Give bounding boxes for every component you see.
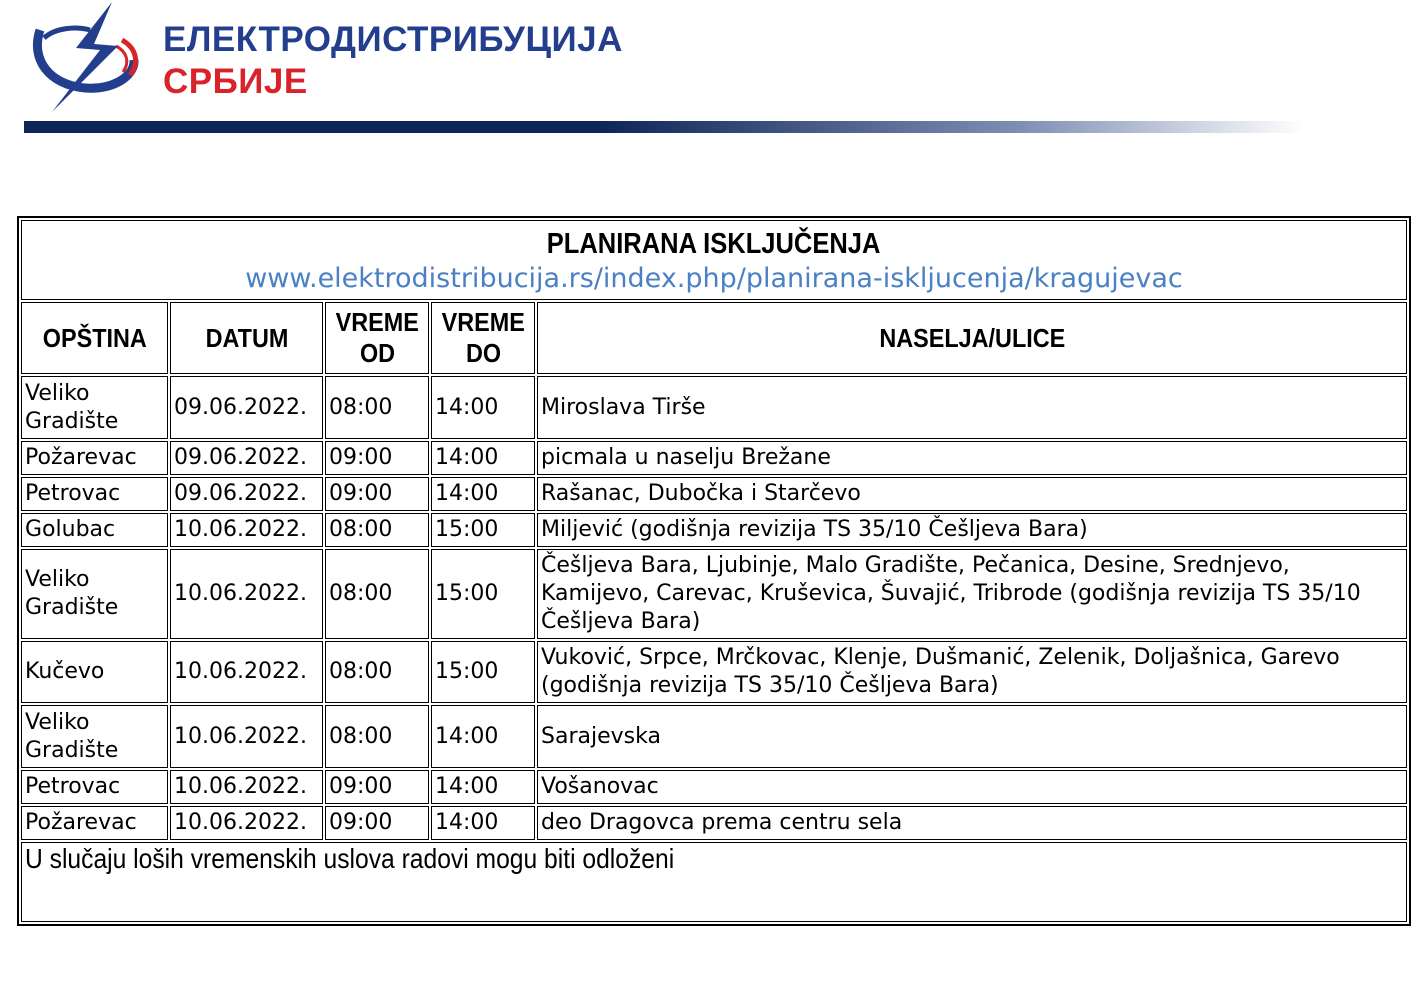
cell-datum: 10.06.2022.: [170, 513, 323, 547]
cell-datum: 10.06.2022.: [170, 806, 323, 840]
source-link[interactable]: www.elektrodistribucija.rs/index.php/planirana-iskljucenja/kragujevac: [245, 263, 1183, 294]
cell-opstina: Petrovac: [21, 770, 168, 804]
table-row: [21, 477, 1407, 511]
col-header-naselja: NASELJA/ULICE: [537, 302, 1407, 374]
table-row: [21, 376, 1407, 439]
brand-name-line1: ЕЛЕКТРОДИСТРИБУЦИЈА: [163, 20, 623, 59]
cell-vreme-do: 15:00: [431, 513, 535, 547]
cell-vreme-do: 14:00: [431, 441, 535, 475]
cell-vreme-do: 15:00: [431, 641, 535, 703]
cell-opstina: Požarevac: [21, 441, 168, 475]
cell-datum: 09.06.2022.: [170, 477, 323, 511]
col-header-datum: DATUM: [170, 302, 323, 374]
cell-datum: 10.06.2022.: [170, 705, 323, 768]
cell-vreme-od: 09:00: [325, 770, 429, 804]
note-row: [21, 842, 1407, 922]
cell-naselja: deo Dragovca prema centru sela: [537, 806, 1407, 840]
col-header-vreme-od: VREME OD: [325, 302, 429, 374]
cell-vreme-od: 08:00: [325, 641, 429, 703]
cell-vreme-od: 08:00: [325, 705, 429, 768]
cell-naselja: Sarajevska: [537, 705, 1407, 768]
cell-datum: 09.06.2022.: [170, 376, 323, 439]
cell-vreme-do: 14:00: [431, 705, 535, 768]
table-row: [21, 513, 1407, 547]
cell-datum: 10.06.2022.: [170, 549, 323, 639]
cell-datum: 09.06.2022.: [170, 441, 323, 475]
cell-naselja: Miroslava Tirše: [537, 376, 1407, 439]
cell-naselja: Češljeva Bara, Ljubinje, Malo Gradište, Pečanica, Desine, Srednjevo, Kamijevo, Carevac, Kruševica, Šuvajić, Tribrode (godišnja revizija TS 35/10 Češljeva Bara): [537, 549, 1407, 639]
col-header-opstina: OPŠTINA: [21, 302, 168, 374]
table-row: [21, 770, 1407, 804]
cell-vreme-do: 15:00: [431, 549, 535, 639]
weather-note: U slučaju loših vremenskih uslova radovi mogu biti odloženi: [25, 843, 675, 874]
cell-vreme-od: 08:00: [325, 549, 429, 639]
cell-datum: 10.06.2022.: [170, 641, 323, 703]
cell-opstina: Veliko Gradište: [21, 376, 168, 439]
cell-naselja: Vošanovac: [537, 770, 1407, 804]
cell-naselja: Vuković, Srpce, Mrčkovac, Klenje, Dušmanić, Zelenik, Doljašnica, Garevo (godišnja revizija TS 35/10 Češljeva Bara): [537, 641, 1407, 703]
cell-opstina: Petrovac: [21, 477, 168, 511]
cell-vreme-do: 14:00: [431, 477, 535, 511]
title-row: [21, 220, 1407, 300]
outages-table: [17, 216, 1411, 926]
company-logo: [30, 0, 150, 118]
title-cell: [21, 220, 1407, 300]
cell-naselja: Miljević (godišnja revizija TS 35/10 Češljeva Bara): [537, 513, 1407, 547]
header-row: [21, 302, 1407, 374]
table-row: [21, 806, 1407, 840]
cell-vreme-od: 09:00: [325, 477, 429, 511]
cell-opstina: Veliko Gradište: [21, 549, 168, 639]
header-divider: [24, 121, 1304, 133]
cell-opstina: Golubac: [21, 513, 168, 547]
cell-vreme-do: 14:00: [431, 770, 535, 804]
table-row: [21, 549, 1407, 639]
cell-opstina: Kučevo: [21, 641, 168, 703]
cell-vreme-od: 09:00: [325, 441, 429, 475]
cell-vreme-od: 08:00: [325, 513, 429, 547]
cell-vreme-do: 14:00: [431, 806, 535, 840]
cell-datum: 10.06.2022.: [170, 770, 323, 804]
table-row: [21, 441, 1407, 475]
table-row: [21, 641, 1407, 703]
cell-vreme-do: 14:00: [431, 376, 535, 439]
table-title: PLANIRANA ISKLJUČENJA: [547, 228, 881, 260]
note-cell: [21, 842, 1407, 922]
table-row: [21, 705, 1407, 768]
cell-vreme-od: 08:00: [325, 376, 429, 439]
cell-opstina: Veliko Gradište: [21, 705, 168, 768]
cell-naselja: picmala u naselju Brežane: [537, 441, 1407, 475]
cell-vreme-od: 09:00: [325, 806, 429, 840]
cell-opstina: Požarevac: [21, 806, 168, 840]
cell-naselja: Rašanac, Dubočka i Starčevo: [537, 477, 1407, 511]
col-header-vreme-do: VREME DO: [431, 302, 535, 374]
brand-name-line2: СРБИЈЕ: [163, 62, 308, 101]
